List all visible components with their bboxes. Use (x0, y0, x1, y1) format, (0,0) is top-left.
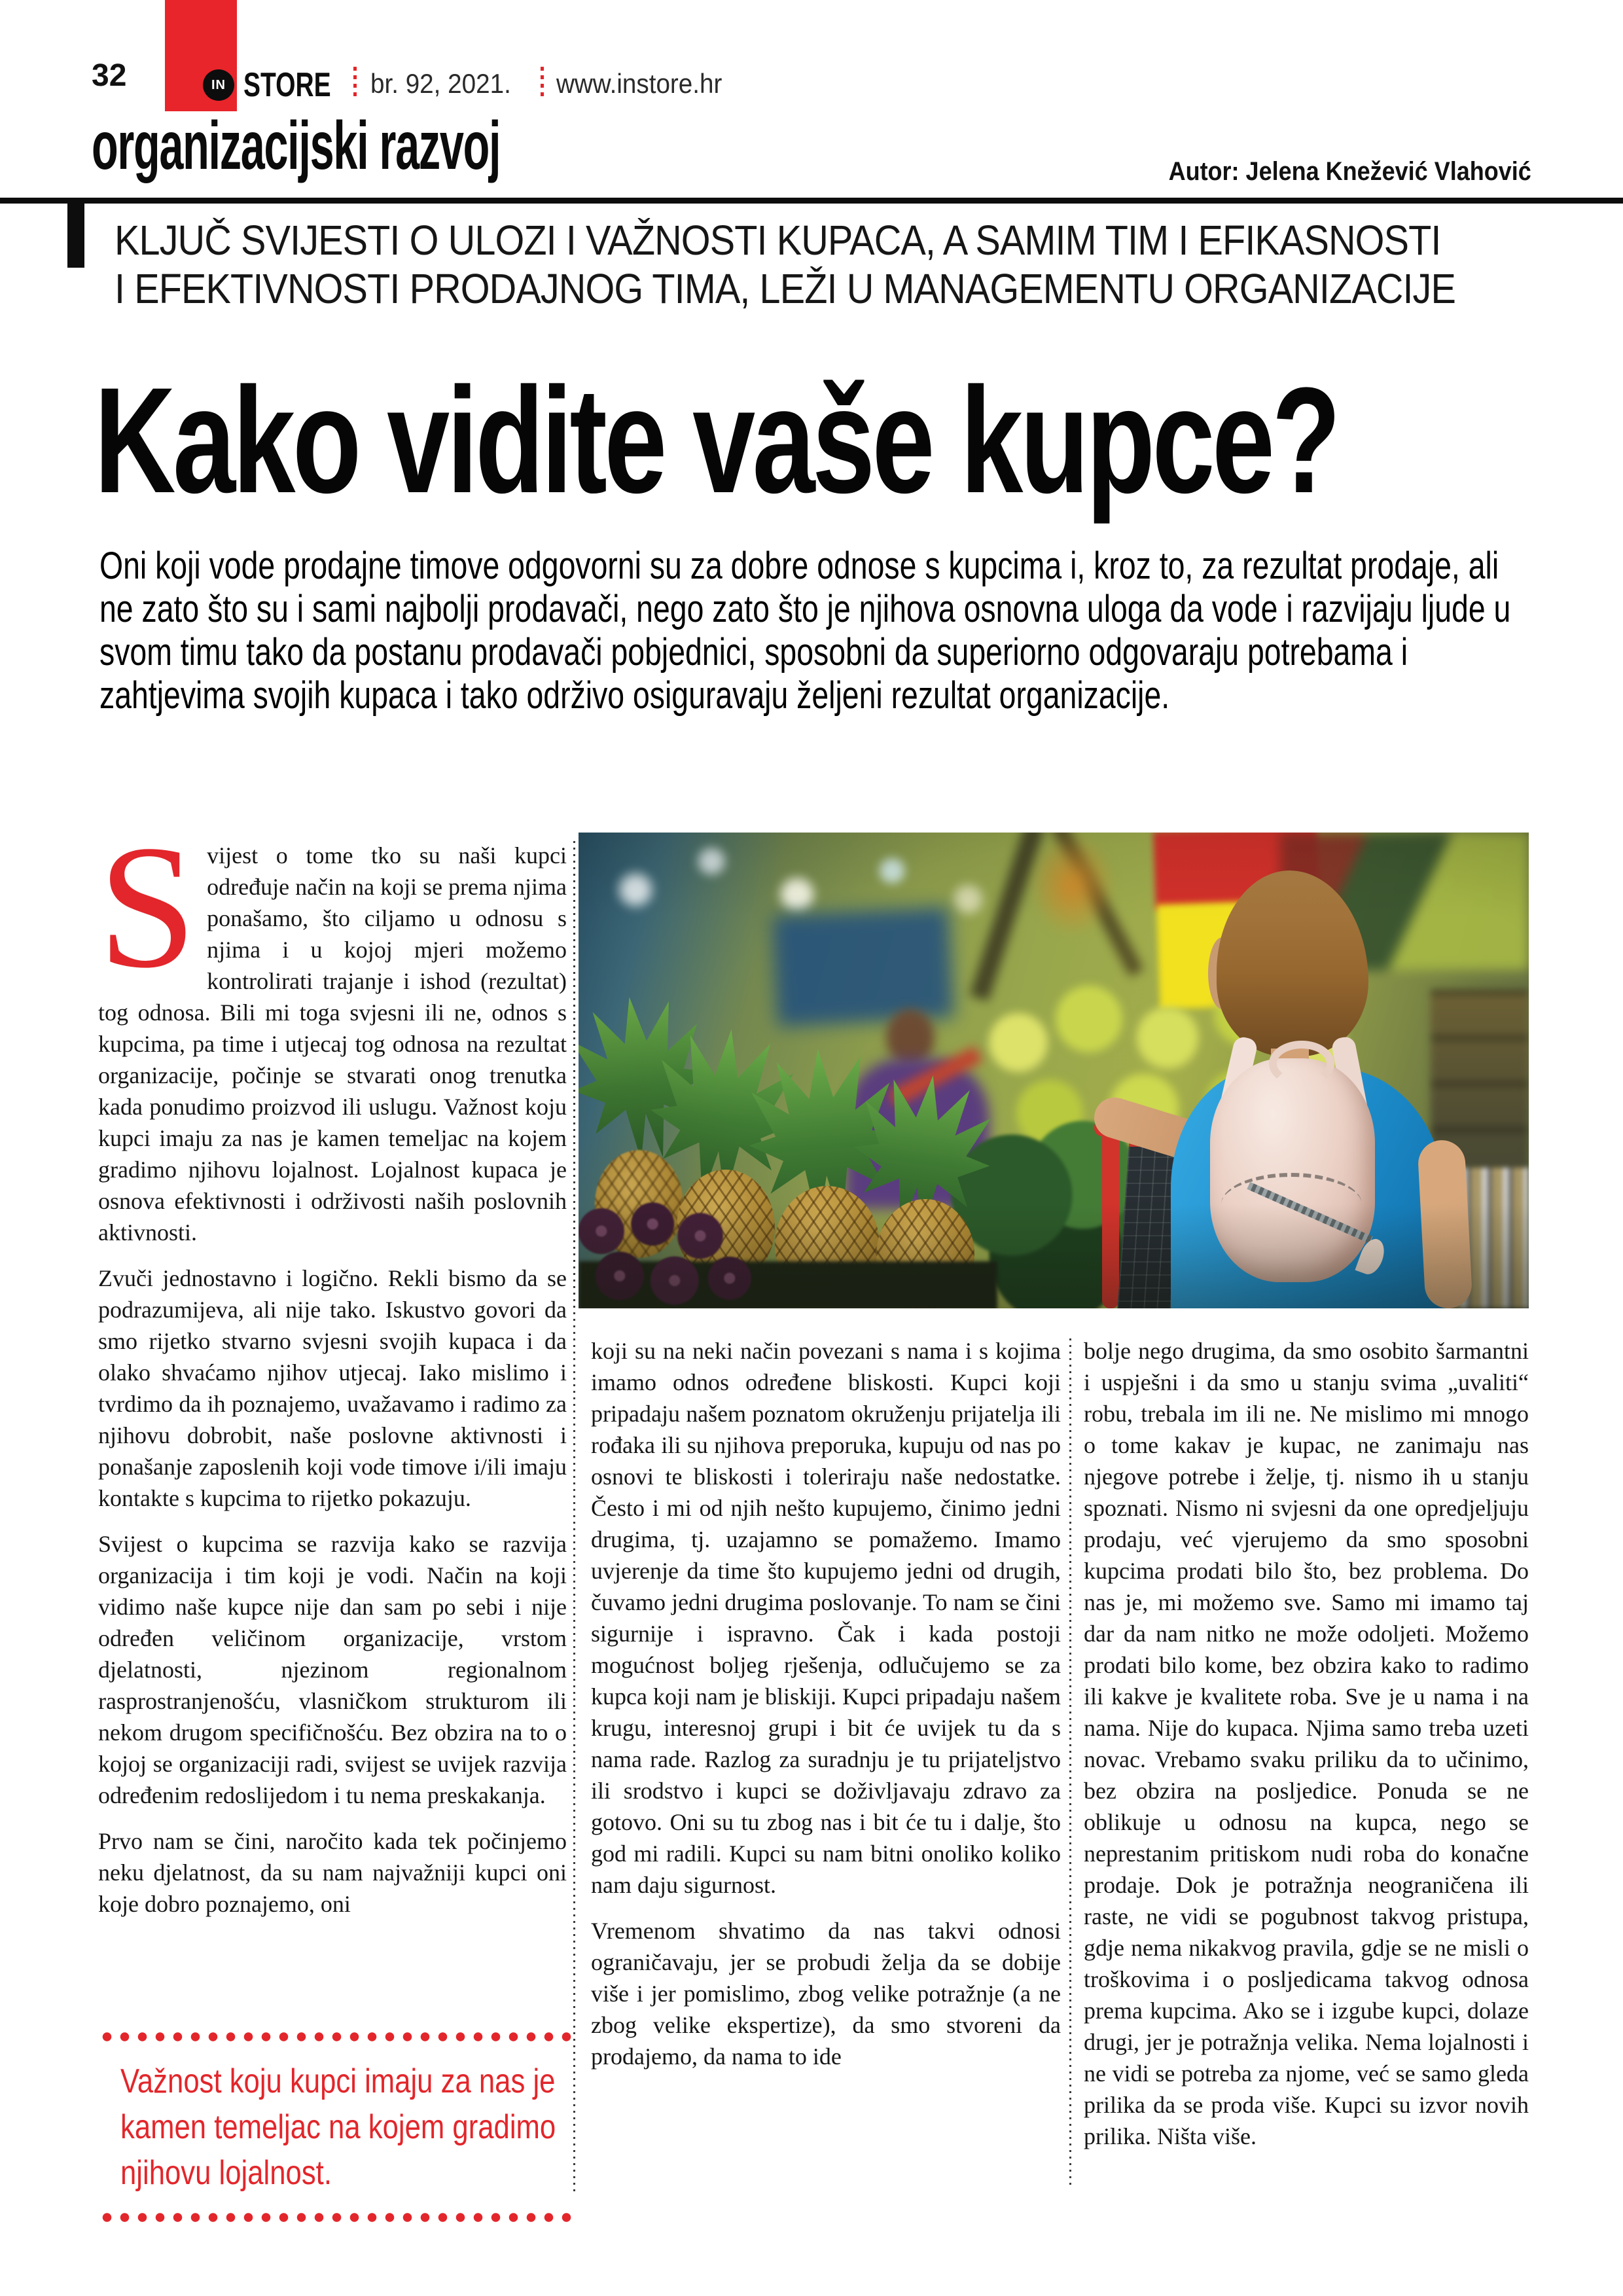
paragraph: koji su na neki način povezani s nama i s kojima imamo odnos određene bliskosti. Kupci koji pripadaju našem poznatom okruženju prijatelja ili rođaka ili su njihova preporuka, kupuju od nas po osnovi te bliskosti i toleriraju naše nedostatke. Često i mi od njih nešto kupujemo, činimo jedni drugima, tj. uzajamno se pomažemo. Imamo uvjerenje da time što kupujemo jedni od drugih, čuvamo jedni drugima poslovanje. To nam se čini sigurnije i ispravno. Čak i kada postoji mogućnost boljeg rješenja, odlučujemo se za kupca koji nam je bliskiji. Kupci pripadaju našem krugu, interesnoj grupi i bit će uvijek tu da s nama rade. Razlog za suradnju je tu prijateljstvo ili srodstvo i kupci se doživljavaju zdravo za gotovo. Oni su tu zbog nas i bit će tu i dalje, što god mi radili. Kupci su nam bitni onoliko koliko nam daju sigurnost. (591, 1338, 1061, 1898)
issue-number: br. 92, 2021. (370, 68, 511, 99)
column-separator (1069, 1338, 1071, 2189)
pull-quote-text-wrap (98, 2041, 577, 2213)
body-column-1 (98, 809, 567, 1934)
column-separator (573, 841, 575, 2193)
page-number: 32 (92, 58, 127, 93)
magazine-website: www.instore.hr (556, 68, 722, 99)
body-column-2 (591, 1335, 1061, 2087)
body-column-3 (1084, 1335, 1529, 2166)
standfirst-bar (67, 204, 84, 268)
paragraph: Prvo nam se čini, naročito kada tek počinjemo neku djelatnost, da su nam najvažniji kupci oni koje dobro poznajemo, oni (98, 1828, 567, 1917)
paragraph: Vremenom shvatimo da nas takvi odnosi ograničavaju, jer se probudi želja da se dobije više i jer pomislimo, zbog velike potražnje (a ne zbog velike ekspertize), da smo stvoreni da prodajemo, da nama to ide (591, 1918, 1061, 2070)
pull-quote-dots-top (98, 2032, 577, 2041)
section-title: organizacijski razvoj (92, 108, 501, 184)
standfirst-line-1: KLJUČ SVIJESTI O ULOZI I VAŽNOSTI KUPACA, A SAMIM TIM I EFIKASNOSTI (115, 217, 1441, 264)
pull-quote-dots-bottom (98, 2213, 577, 2222)
paragraph: Zvuči jednostavno i logično. Rekli bismo da se podrazumijeva, ali nije tako. Iskustvo govori da smo rijetko stvarno svjesni svojih kupaca i da olako shvaćamo njihov utjecaj. Iako mislimo i tvrdimo da ih poznajemo, uvažavamo i radimo za njihovu dobrobit, naše poslovne aktivnosti i ponašanje zaposlenih koji vode timove i/ili imaju kontakte s kupcima to rijetko pokazuju. (98, 1265, 567, 1511)
article-photo (579, 833, 1529, 1308)
lead-paragraph: Oni koji vode prodajne timove odgovorni su za dobre odnose s kupcima i, kroz to, za rezultat prodaje, ali ne zato što su i sami najbolji prodavači, nego zato što je njihova osnovna uloga da vode i razvijaju ljude u svom timu tako da postanu prodavači pobjednici, sposobni da superiorno odgovaraju potrebama i zahtjevima svojih kupaca i tako održivo osiguravaju željeni rezultat organizacije. (99, 545, 1511, 717)
logo-in-label: IN (211, 77, 226, 92)
masthead-divider-icon (541, 67, 544, 97)
pull-quote (98, 2032, 577, 2222)
pull-quote-text: Važnost koju kupci imaju za nas je kamen temeljac na kojem gradimo njihovu lojalnost. (120, 2062, 556, 2192)
drop-cap: S (98, 809, 197, 1005)
paragraph (98, 809, 567, 1248)
author-line: Autor: Jelena Knežević Vlahović (1168, 157, 1531, 186)
header-rule (0, 198, 1623, 204)
headline: Kako vidite vaše kupce? (94, 356, 1338, 524)
paragraph: bolje nego drugima, da smo osobito šarmantni i uspješni i da smo u stanju svima „uvaliti“ robu, trebala im ili ne. Ne mislimo mi mnogo o tome kakav je kupac, ne zanimaju nas njegove potrebe i želje, tj. nismo ih u stanju spoznati. Nismo ni svjesni da one opredjeljuju prodaju, već vjerujemo da smo sposobni kupcima prodati bilo što, bez problema. Do nas je, mi možemo sve. Samo mi imamo taj dar da nam nitko ne može odoljeti. Možemo prodati bilo kome, bez obzira kako to radimo ili kakve je kvalitete roba. Sve je u nama i na nama. Nije do kupaca. Njima samo treba uzeti novac. Vrebamo svaku priliku da to učinimo, bez obzira na posljedice. Ponuda se ne oblikuje u odnosu na kupca, nego se neprestanim pritiskom nudi roba do konačne prodaje. Dok je potražnja neograničena ili raste, ne vidi se pogubnost takvog pristupa, gdje nema nikakvog pravila, gdje se ne misli o troškovima i o posljedicama takvog odnosa prema kupcima. Ako se i izgube kupci, dolaze drugi, jer je potražnja velika. Nema lojalnosti i ne vidi se potreba za njome, već se samo gleda prilika da se proda više. Kupci su izvor novih prilika. Ništa više. (1084, 1338, 1529, 2149)
lead-paragraph-wrap (99, 545, 1533, 761)
logo-store-label: STORE (243, 66, 331, 104)
paragraph: Svijest o kupcima se razvija kako se razvija organizacija i tim koji je vodi. Način na koji vidimo naše kupce nije dan sam po sebi i nije određen veličinom organizacije, vrstom djelatnosti, njezinom regionalnom rasprostranjenošću, vlasničkom strukturom ili nekom drugom specifičnošću. Bez obzira na to o kojoj se organizaciji radi, svijest se uvijek razvija određenim redoslijedom i tu nema preskakanja. (98, 1531, 567, 1808)
instore-logo-icon (203, 69, 234, 101)
masthead-divider-icon (353, 67, 357, 97)
standfirst-line-2: I EFEKTIVNOSTI PRODAJNOG TIMA, LEŽI U MANAGEMENTU ORGANIZACIJE (115, 265, 1455, 312)
paragraph-text: vijest o tome tko su naši kupci određuje način na koji se prema njima ponašamo, što ciljamo u odnosu s njima i u kojoj mjeri možemo kontrolirati trajanje i ishod (rezultat) tog odnosa. Bili mi toga svjesni ili ne, odnos s kupcima, pa time i utjecaj tog odnosa na rezultat organizacije, počinje se stvarati onog trenutka kada ponudimo proizvod ili uslugu. Važnost koju kupci imaju za nas je kamen temeljac na kojem gradimo njihovu lojalnost. Lojalnost kupaca je osnova efektivnosti i održivosti naših poslovnih aktivnosti. (98, 842, 567, 1246)
photo-vignette (579, 833, 1529, 1308)
